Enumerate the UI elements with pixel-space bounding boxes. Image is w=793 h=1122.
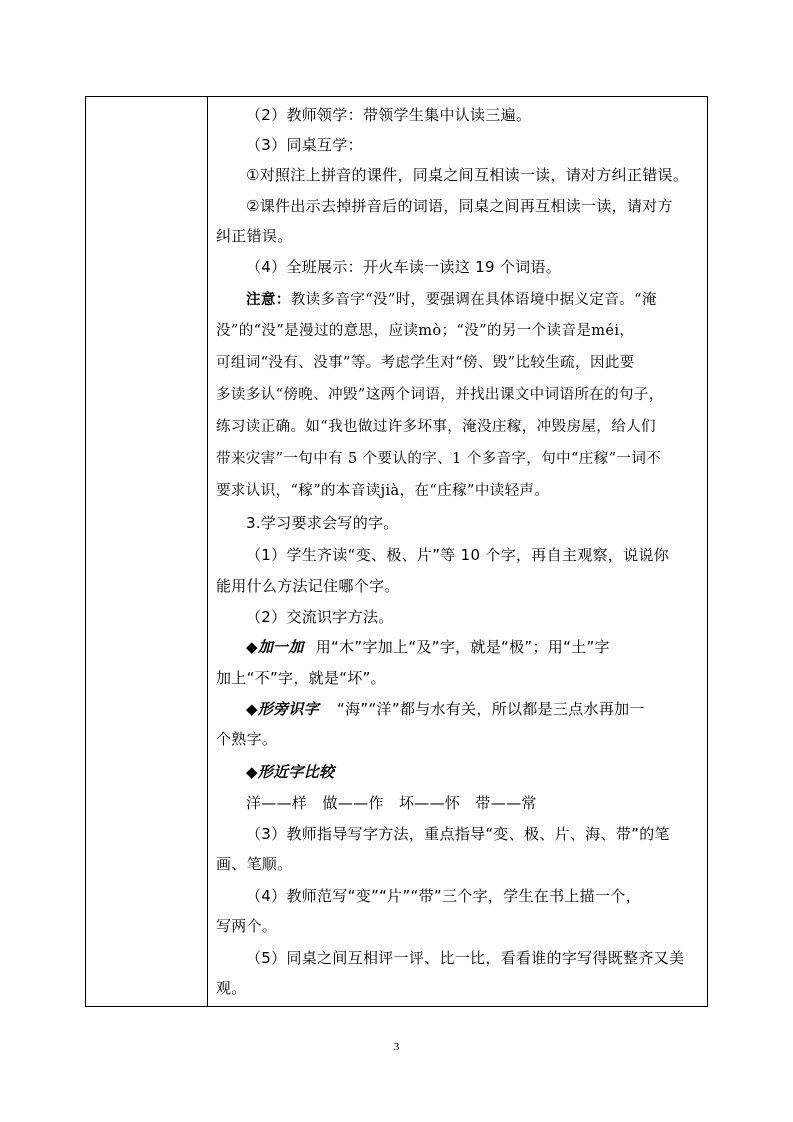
column-divider — [207, 97, 208, 1006]
note-line-3: 可组词“没有、没事”等。考虑学生对“傍、毁”比较生疏，因此要 — [216, 355, 635, 371]
note-line-6: 带来灾害”一句中有 5 个要认的字、1 个多音字，句中“庄稼”一词不 — [216, 451, 662, 467]
write-step-3-cont: 画、笔顺。 — [216, 855, 293, 873]
write-step-3: （3）教师指导写字方法，重点指导“变、极、片、海、带”的笔 — [246, 825, 670, 843]
step-3-item-2: ②课件出示去掉拼音后的词语，同桌之间再互相读一读，请对方 — [246, 197, 673, 215]
method-add-text: 用“木”字加上“及”字，就是“极”；用“土”字 — [315, 638, 610, 656]
method-radical-cont: 个熟字。 — [216, 730, 278, 748]
write-step-5: （5）同桌之间互相评一评、比一比，看看谁的字写得既整齐又美 — [246, 949, 685, 967]
method-radical-label: ◆形旁识字 — [246, 700, 320, 718]
write-step-4: （4）教师范写“变”“片”“带”三个字，学生在书上描一个， — [246, 887, 641, 905]
step-3-item-2-cont: 纠正错误。 — [216, 227, 293, 245]
step-3-item-1: ①对照注上拼音的课件，同桌之间互相读一读，请对方纠正错误。 — [246, 166, 689, 184]
method-add-label: ◆加一加 — [246, 638, 304, 656]
step-2-line: （2）教师领学：带领学生集中认读三遍。 — [246, 106, 532, 124]
note-line-4: 多读多认“傍晚、冲毁”这两个词语，并找出课文中词语所在的句子， — [216, 387, 664, 403]
section-3-heading: 3.学习要求会写的字。 — [246, 514, 399, 532]
char-pairs: 洋——样 做——作 坏——怀 带——常 — [246, 794, 537, 812]
method-add-cont: 加上“不”字，就是“坏”。 — [216, 669, 386, 687]
note-line-2: 没”的“没”是漫过的意思，应读mò；“没”的另一个读音是méi， — [216, 323, 635, 339]
lesson-table — [85, 96, 708, 1007]
note-label: 注意： — [246, 291, 291, 308]
method-radical-text: “海”“洋”都与水有关，所以都是三点水再加一 — [337, 700, 645, 718]
step-4-line: （4）全班展示：开火车读一读这 19 个词语。 — [246, 258, 562, 276]
method-compare-line — [216, 757, 701, 787]
write-step-5-cont: 观。 — [216, 979, 247, 997]
page-number: 3 — [393, 1041, 400, 1053]
write-step-1-cont: 能用什么方法记住哪个字。 — [216, 577, 400, 595]
step-3-line: （3）同桌互学： — [246, 136, 363, 154]
note-line-7: 要求认识，“稼”的本音读jià，在“庄稼”中读轻声。 — [216, 483, 550, 499]
write-step-4-cont: 写两个。 — [216, 917, 278, 935]
lesson-content-cell — [216, 97, 701, 1006]
method-compare-label: ◆形近字比较 — [246, 763, 335, 781]
method-radical-line — [216, 694, 701, 724]
write-step-2: （2）交流识字方法。 — [246, 608, 394, 626]
note-line-5: 练习读正确。如“我也做过许多坏事，淹没庄稼，冲毁房屋，给人们 — [216, 419, 656, 435]
method-add-line — [216, 632, 701, 662]
note-line-1 — [216, 285, 701, 315]
note-text: 教读多音字“没”时，要强调在具体语境中据义定音。“淹 — [290, 292, 657, 308]
write-step-1: （1）学生齐读“变、极、片”等 10 个字，再自主观察，说说你 — [246, 546, 670, 564]
